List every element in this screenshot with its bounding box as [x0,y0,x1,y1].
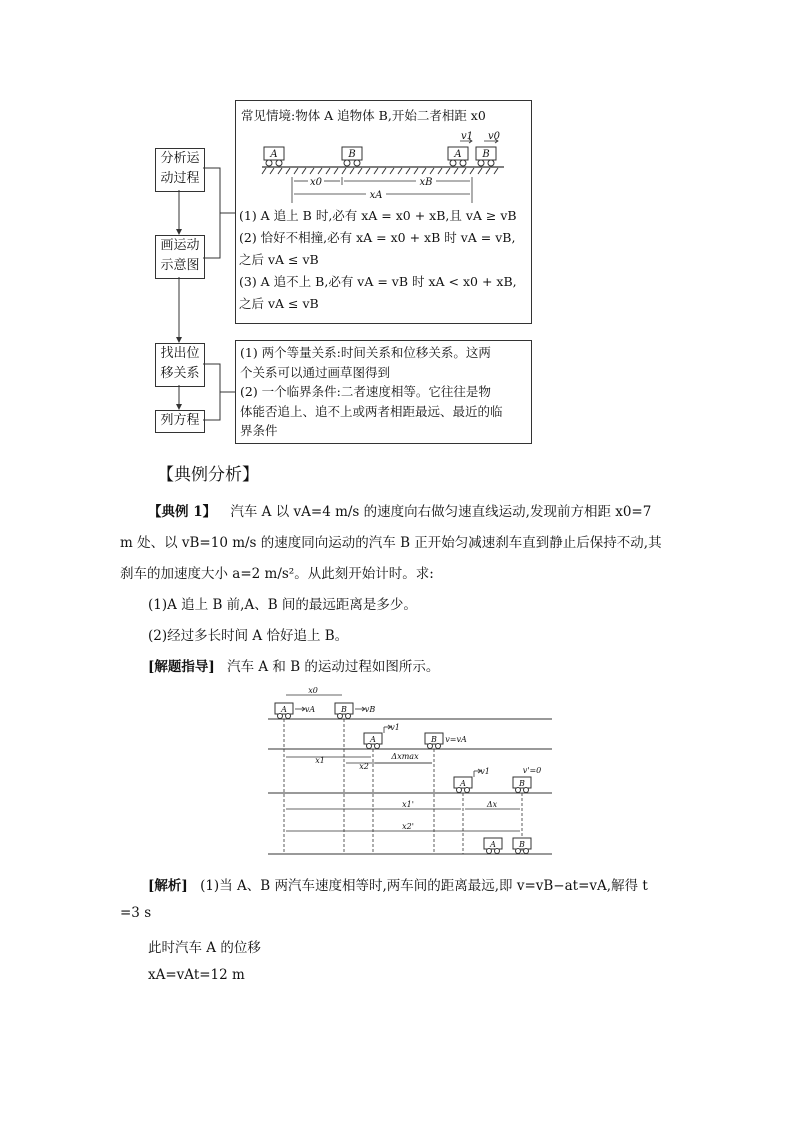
md-cart-a2: A [370,735,376,744]
scenario-case-1: (1) A 追上 B 时,必有 xA = x0 + xB,且 vA ≥ vB [239,208,517,223]
scenario-title: 常见情境:物体 A 追物体 B,开始二者相距 x0 [241,108,486,123]
relation-line-3: (2) 一个临界条件:二者速度相等。它往往是物 [240,384,491,399]
xa-label: xA [369,190,383,201]
md-cart-b1: B [341,705,347,714]
cart-a-end-label: A [454,149,462,160]
example-text-1: 汽车 A 以 vA=4 m/s 的速度向右做匀速直线运动,发现前方相距 x0=7 [230,504,652,520]
section-title: 【典例分析】 [157,465,259,485]
md-va-label: vA [304,705,316,714]
cart-b-start-label: B [348,149,356,160]
md-vprime-label: v'=0 [522,766,542,775]
solution-label: [解析] [148,878,188,894]
md-v1b-label: v1 [480,767,490,776]
flow-step-analyze: 分析运 动过程 [155,148,205,192]
md-x1p-label: x1' [402,800,414,809]
v0-label: v0 [487,131,501,142]
md-cart-b3: B [519,779,525,788]
question-1: (1)A 追上 B 前,A、B 间的最远距离是多少。 [148,597,417,613]
relation-panel [235,340,532,444]
md-cart-a4: A [490,840,496,849]
md-veq-label: v=vA [445,735,467,744]
flow-step-draw: 画运动 示意图 [155,235,205,279]
solution-line-3: 此时汽车 A 的位移 [148,940,261,956]
example-line-3: 刹车的加速度大小 a=2 m/s²。从此刻开始计时。求: [120,566,434,582]
flow-step-find: 找出位 移关系 [155,343,205,387]
scenario-case-3: (3) A 追不上 B,必有 vA = vB 时 xA < x0 + xB, [239,274,517,289]
guide-label: [解题指导] [148,659,215,675]
scenario-panel [235,100,532,324]
chase-sketch [236,127,533,207]
relation-line-5: 界条件 [240,423,278,438]
x0-label: x0 [309,177,323,188]
cart-a-start-label: A [270,149,278,160]
xb-label: xB [419,177,433,188]
motion-diagram [260,683,560,858]
flow-step-equation: 列方程 [155,410,205,433]
md-dxmax-label: Δxmax [391,752,419,761]
solution-text-1: (1)当 A、B 两汽车速度相等时,两车间的距离最远,即 v=vB−at=vA,解得 t [200,878,648,894]
relation-line-2: 个关系可以通过画草图得到 [240,364,391,380]
guide-text: 汽车 A 和 B 的运动过程如图所示。 [227,659,440,675]
relation-line-4: 体能否追上、追不上或两者相距最远、最近的临 [240,403,503,419]
md-dx-label: Δx [486,800,498,809]
md-cart-b2: B [431,735,437,744]
relation-line-1: (1) 两个等量关系:时间关系和位移关系。这两 [240,345,491,360]
scenario-case-2-cont: 之后 vA ≤ vB [239,252,319,267]
v1-label: v1 [460,131,474,142]
md-v1-label: v1 [390,723,400,732]
md-x2-label: x2 [359,762,369,771]
scenario-case-2: (2) 恰好不相撞,必有 xA = x0 + xB 时 vA = vB, [239,230,516,245]
md-x1-label: x1 [315,756,325,765]
scenario-case-3-cont: 之后 vA ≤ vB [239,296,319,311]
solution-line-4: xA=vAt=12 m [148,967,245,983]
md-x0-label: x0 [308,686,318,695]
md-cart-a3: A [460,779,466,788]
example-line-2: m 处、以 vB=10 m/s 的速度同向运动的汽车 B 正开始匀减速刹车直到静止后保持不动,其 [120,535,662,551]
md-x2p-label: x2' [402,822,414,831]
guide-line [148,655,439,675]
md-cart-a1: A [281,705,287,714]
example-line-1 [148,500,651,520]
cart-b-end-label: B [482,149,490,160]
example-label: 【典例 1】 [148,504,217,520]
solution-line-2: =3 s [120,905,152,921]
md-cart-b4: B [519,840,525,849]
solution-line-1 [148,874,648,894]
md-vb-label: vB [364,705,376,714]
question-2: (2)经过多长时间 A 恰好追上 B。 [148,628,349,644]
